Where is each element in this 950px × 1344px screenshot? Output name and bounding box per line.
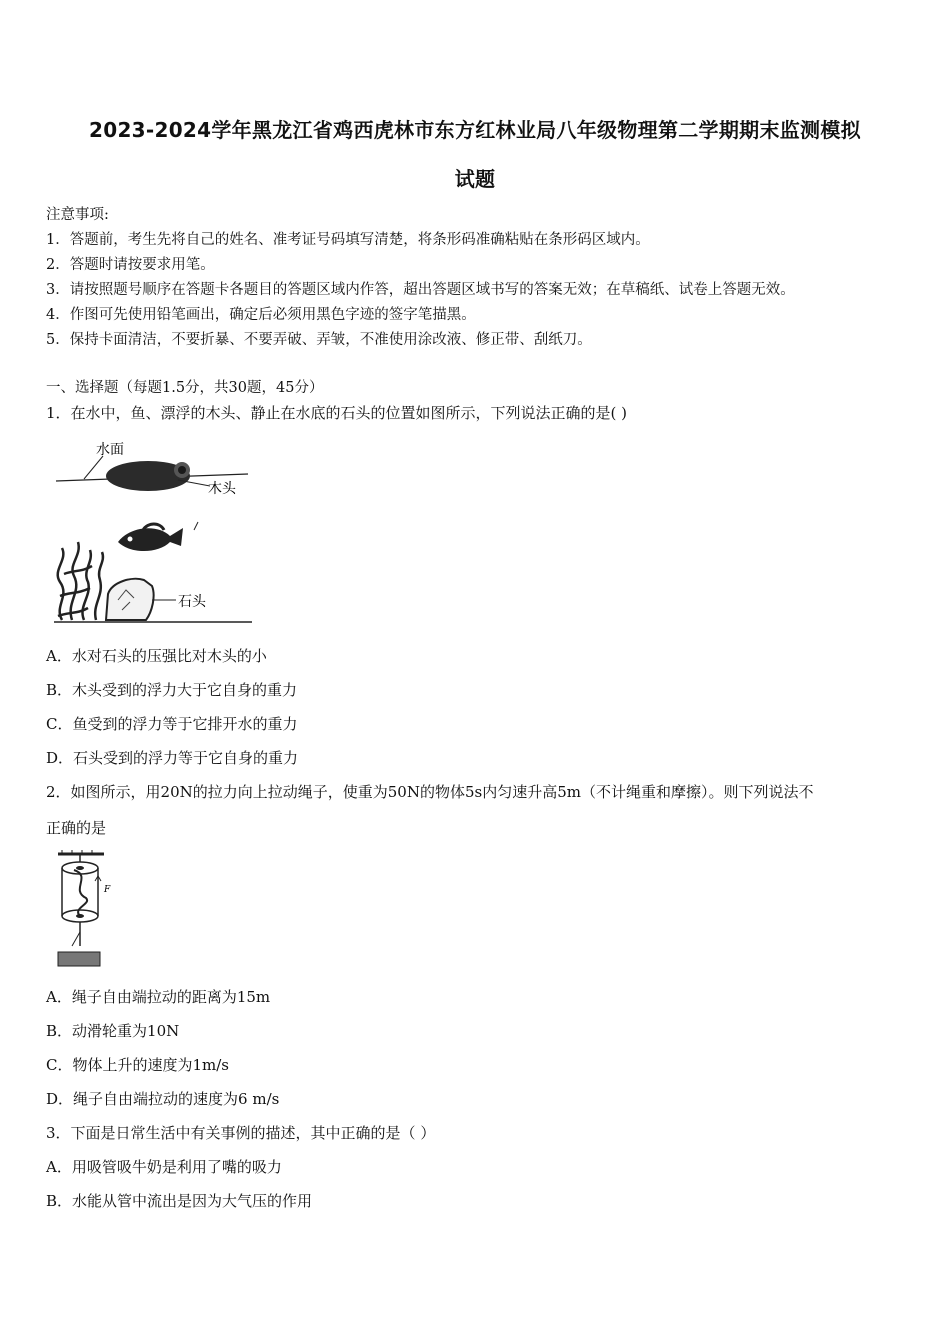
notice-item-4: 4．作图可先使用铅笔画出，确定后必须用黑色字迹的签字笔描黑。: [46, 307, 476, 323]
q3-option-b: B．水能从管中流出是因为大气压的作用: [46, 1192, 313, 1210]
q1-option-c: C．鱼受到的浮力等于它排开水的重力: [46, 715, 298, 733]
weight-block: [58, 952, 100, 966]
seaweed: [58, 542, 103, 620]
notice-item-5: 5．保持卡面清洁，不要折暴、不要弄破、弄皱，不准使用涂改液、修正带、刮纸刀。: [46, 332, 592, 348]
q2-option-b: B．动滑轮重为10N: [46, 1022, 180, 1040]
q3-option-a: A．用吸管吸牛奶是利用了嘴的吸力: [46, 1158, 282, 1176]
q1-label-water: 水面: [96, 442, 124, 458]
q1-stem: 1．在水中，鱼、漂浮的木头、静止在水底的石头的位置如图所示，下列说法正确的是( ): [46, 404, 628, 422]
q1-option-d: D．石头受到的浮力等于它自身的重力: [46, 749, 299, 767]
notice-heading: 注意事项:: [46, 207, 109, 223]
doc-title-line2: 试题: [454, 167, 496, 191]
q2-option-d: D．绳子自由端拉动的速度为6 m/s: [46, 1090, 280, 1108]
q2-pulley-figure: [52, 850, 122, 970]
q2-label-force: F: [104, 885, 111, 895]
q2-option-a: A．绳子自由端拉动的距离为15m: [46, 988, 271, 1006]
section-heading: 一、选择题（每题1.5分，共30题，45分）: [46, 380, 324, 396]
stone: [106, 579, 154, 620]
notice-item-1: 1．答题前，考生先将自己的姓名、准考证号码填写清楚，将条形码准确粘贴在条形码区域内。: [46, 232, 650, 248]
q2-stem-line1: 2．如图所示，用20N的拉力向上拉动绳子，使重为50N的物体5s内匀速升高5m（不计绳重和摩擦）。则下列说法不: [46, 783, 814, 801]
q1-label-wood: 木头: [208, 481, 236, 497]
q3-stem: 3．下面是日常生活中有关事例的描述，其中正确的是（ ）: [46, 1124, 436, 1142]
q2-stem-line2: 正确的是: [46, 819, 107, 837]
fish: [118, 522, 198, 551]
notice-item-2: 2．答题时请按要求用笔。: [46, 257, 215, 273]
doc-title-line1: 2023-2024学年黑龙江省鸡西虎林市东方红林业局八年级物理第二学期期末监测模拟: [89, 118, 861, 142]
q1-label-stone: 石头: [178, 594, 206, 610]
q1-option-a: A．水对石头的压强比对木头的小: [46, 647, 267, 665]
notice-item-3: 3．请按照题号顺序在答题卡各题目的答题区域内作答，超出答题区域书写的答案无效；在草稿纸、试卷上答题无效。: [46, 282, 795, 298]
q2-option-c: C．物体上升的速度为1m/s: [46, 1056, 229, 1074]
q1-figure: [48, 436, 258, 626]
q1-option-b: B．木头受到的浮力大于它自身的重力: [46, 681, 298, 699]
